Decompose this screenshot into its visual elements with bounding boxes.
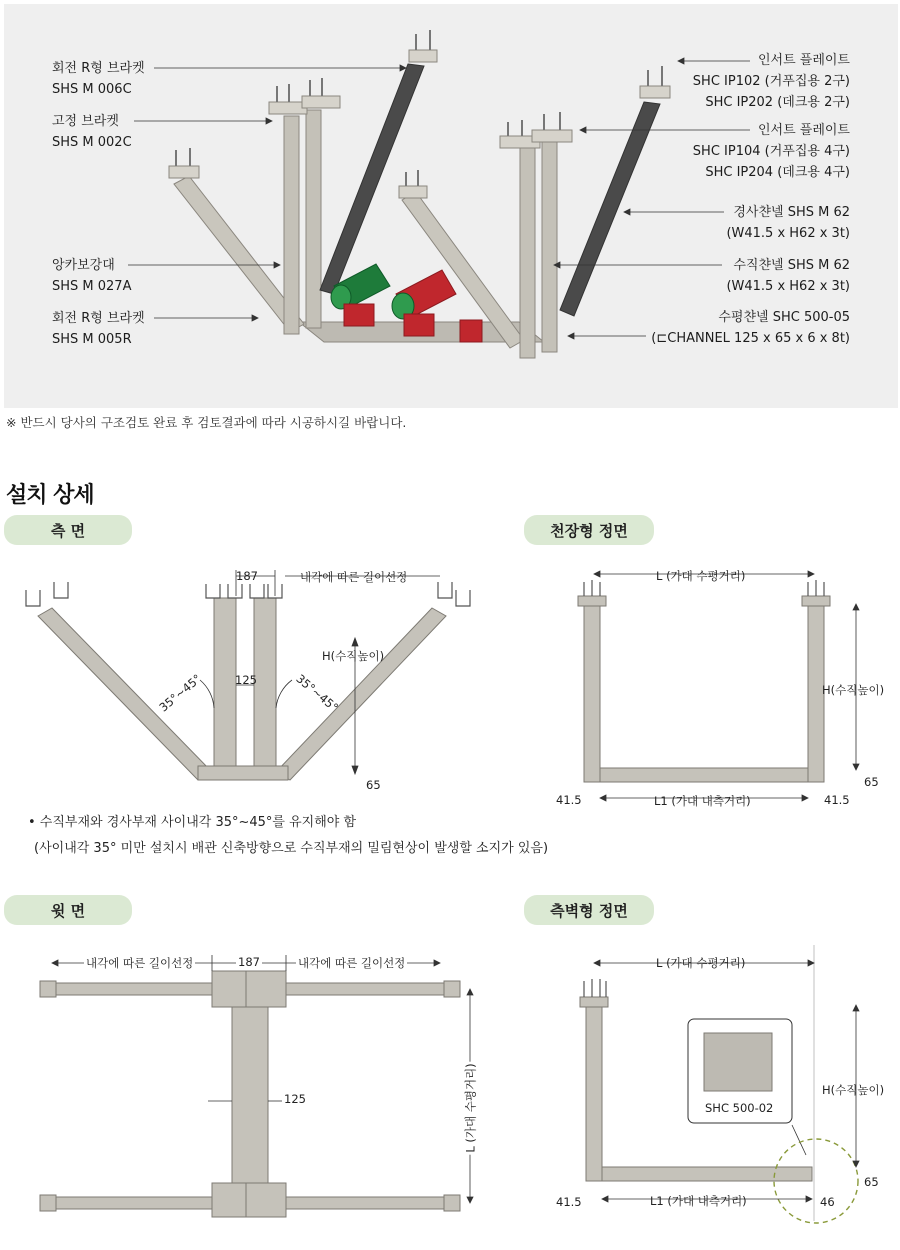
tab-ceiling-front: 천장형 정면 xyxy=(524,515,654,545)
label-vertical-channel: 수직챤넬 SHS M 62 (W41.5 x H62 x 3t) xyxy=(726,258,850,294)
note-angle-requirement: • 수직부재와 경사부재 사이내각 35°~45°를 유지해야 함 xyxy=(28,815,357,830)
label-diagonal-channel: 경사챤넬 SHS M 62 (W41.5 x H62 x 3t) xyxy=(726,205,850,241)
label-rotating-bracket-006c: 회전 R형 브라켓 SHS M 006C xyxy=(52,61,145,97)
wall-dim-L1: L1 (가대 내측거리) xyxy=(650,1194,747,1208)
label-insert-plate-2: 인서트 플레이트 SHC IP102 (거푸집용 2구) SHC IP202 (데크용 2구) xyxy=(692,53,850,110)
label-rotating-bracket-005r: 회전 R형 브라켓 SHS M 005R xyxy=(52,311,145,347)
top-dim-length-left: 내각에 따른 길이선정 xyxy=(86,956,194,970)
product-photo-panel xyxy=(4,4,898,408)
note-angle-warning: (사이내각 35° 미만 설치시 배관 신축방향으로 수직부재의 밀림현상이 발생할 소지가 있음) xyxy=(34,841,549,856)
wall-dim-65: 65 xyxy=(864,1175,879,1189)
wall-dim-46: 46 xyxy=(820,1195,835,1209)
dim-125: 125 xyxy=(235,673,257,687)
tab-top-view: 윗 면 xyxy=(4,895,132,925)
ceiling-dim-H: H(수직높이) xyxy=(822,683,885,697)
angle-label-left: 35°~45° xyxy=(156,671,205,715)
dim-length-selection: 내각에 따른 길이선정 xyxy=(300,570,408,584)
top-view-drawing xyxy=(20,945,480,1215)
top-dim-L: L (가대 수평거리) xyxy=(463,1063,478,1153)
dim-65: 65 xyxy=(366,778,381,792)
tab-wall-front: 측벽형 정면 xyxy=(524,895,654,925)
section-title: 설치 상세 xyxy=(6,483,94,508)
ceiling-dim-41-5-left: 41.5 xyxy=(556,793,582,807)
ceiling-dim-41-5-right: 41.5 xyxy=(824,793,850,807)
wall-dim-L: L (가대 수평거리) xyxy=(656,956,746,970)
label-horizontal-channel: 수평챤넬 SHC 500-05 (⊏CHANNEL 125 x 65 x 6 x 8t) xyxy=(651,310,850,346)
dim-187: 187 xyxy=(236,569,258,583)
ceiling-dim-L: L (가대 수평거리) xyxy=(656,569,746,583)
wall-dim-41-5: 41.5 xyxy=(556,1195,582,1209)
wall-inset-label: SHC 500-02 xyxy=(705,1101,774,1115)
label-anchor-reinforcement: 앙카보강대 SHS M 027A xyxy=(52,258,132,294)
ceiling-dim-L1: L1 (가대 내측거리) xyxy=(654,794,751,808)
top-dim-length-right: 내각에 따른 길이선정 xyxy=(298,956,406,970)
top-dim-125: 125 xyxy=(284,1092,306,1106)
tab-side-view: 측 면 xyxy=(4,515,132,545)
label-fixed-bracket: 고정 브라켓 SHS M 002C xyxy=(52,114,132,150)
dim-height: H(수직높이) xyxy=(322,649,385,663)
angle-label-right: 35°~45° xyxy=(293,671,342,715)
notice-text: ※ 반드시 당사의 구조검토 완료 후 검토결과에 따라 시공하시길 바랍니다. xyxy=(6,415,407,430)
top-dim-187: 187 xyxy=(238,955,260,969)
ceiling-dim-65: 65 xyxy=(864,775,879,789)
label-insert-plate-4: 인서트 플레이트 SHC IP104 (거푸집용 4구) SHC IP204 (데크용 4구) xyxy=(692,123,850,180)
wall-dim-H: H(수직높이) xyxy=(822,1083,885,1097)
